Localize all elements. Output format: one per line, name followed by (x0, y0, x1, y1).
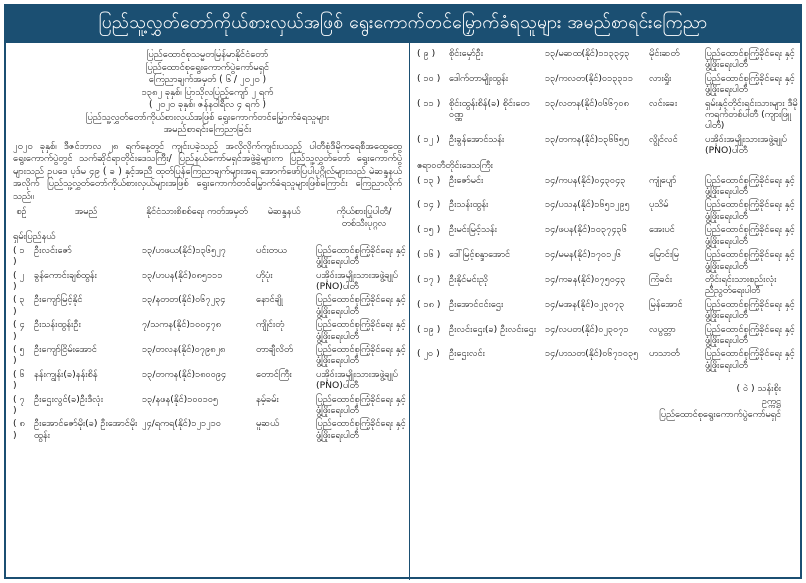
left-table (11, 205, 410, 442)
preamble-line-7: အမည်စာရင်းကြေညာခြင်း (163, 124, 252, 135)
row-party: ပြည်ထောင်စုကြံ့ခိုင်ရေး နှင့်ဖွံ့ဖြိုးရေးပါတီ (316, 244, 406, 268)
table-row (11, 343, 410, 368)
row-constituency: လပွတ္တာ (649, 323, 676, 335)
row-constituency: ကျိုင်းတုံ (256, 319, 285, 331)
row-constituency: လားရှိုး (649, 72, 672, 84)
row-name: ဦးလင်းဌေး(ခ) ဦးလင်းဌေး (449, 323, 537, 335)
row-nrc: ၁၄/ပသန(နိုင်)၁၆၅၁၂၉၅ (545, 199, 630, 211)
row-name: ဦးနိုင်မင်းညို (449, 273, 488, 285)
row-party: ပြည်ထောင်စုကြံ့ခိုင်ရေး နှင့်ဖွံ့ဖြိုးရေးပါတီ (316, 319, 406, 342)
header-no: စဉ် (16, 206, 27, 218)
row-party: ပြည်ထောင်စုကြံ့ခိုင်ရေး နှင့်ဖွံ့ဖြိုးရေးပါတီ (705, 72, 795, 96)
document-body (6, 43, 800, 580)
table-row (415, 97, 800, 133)
table-row (415, 47, 800, 72)
row-no: ( ၇ ) (13, 393, 25, 416)
row-nrc: ၁၃/နဖန(နိုင်)၁၀၀၁၀၅ (142, 393, 219, 405)
row-constituency: ဟသာင်္တ (649, 348, 680, 360)
row-party: ပအိုဝ်းအမျိုးသားအဖွဲ့ချုပ် (PNO)ပါတီ (316, 269, 398, 292)
row-party: ပြည်ထောင်စုကြံ့ခိုင်ရေး နှင့်ဖွံ့ဖြိုးရေးပါတီ (316, 393, 406, 416)
table-row (415, 223, 800, 248)
right-table-bottom (415, 174, 800, 373)
signature-name: ( ဝဲ ) သန်းစိုး (736, 383, 781, 395)
row-no: ( ၁၂ ) (417, 133, 440, 145)
row-no: ( ၁၉ ) (417, 323, 441, 335)
row-nrc: ၁၃/ဟဖယ(နိုင်)၁၃၆၅၂၇ (142, 244, 226, 256)
announcement-paragraph: ၂၀၂၀ ခုနှစ်၊ ဒီဇင်ဘာလ ၂၈ ရက်နေ့တွင် ကျင်းပခဲ့သည့် အလိုလိုက်ကျင်းပသည့် ပါတီစုံဒီမိုကရေစီအထွေထွေ ရွေးကောက်ပွဲတွင် သက်ဆိုင်ရာတိုင်းဒေသကြီး/ ပြည်နယ်ကော်မရှင်အဖွဲ့ခွဲများက ပြည်သူ့လွှတ်တော် ရွေးကောက်ပွဲများသည် ဥပဒေ ပုဒ်မ ၄၉ ( ခ ) နှင့်အညီ ထုတ်ပြန်ကြေညာချက်များအရ အောက်ဖော်ပြပါပုဂ္ဂိုလ်များသည် မဲဆန္ဒနယ်အလိုက် ပြည်သူ့လွှတ်တော်ကိုယ်စားလှယ်များအဖြစ် ရွေးကောက်တင်မြှောက်ခံရသူများဖြစ်ကြောင်း ကြေညာလိုက်သည်။ (13, 140, 402, 202)
preamble-line-5: ( ၂၀၂၀ ခုနှစ်၊ ဇန်နဝါရီလ ၄ ရက် ) (148, 99, 266, 110)
row-name: နန်းကျွန်း(ခ)နန်းစိန် (34, 368, 98, 380)
row-nrc: ၁၄/ကပန(နိုင်)၀၄၃၀၄၃ (545, 174, 626, 186)
row-constituency: မြောင်းမြ (649, 249, 679, 261)
row-name: ဦးသန်းထွန်းဦး (34, 319, 81, 331)
row-name: ဦးဇော်မင်း (449, 174, 484, 186)
row-name: ဦးလင်းဇော် (34, 244, 72, 256)
row-no: ( ၁၈ ) (417, 298, 441, 310)
row-nrc: ၂၄/ရကရ(နိုင်)၁၂၁၂၁၀ (142, 418, 222, 430)
row-party: ပအိုဝ်းအမျိုးသားအဖွဲ့ချုပ် (PNO)ပါတီ (705, 133, 787, 157)
row-party: ရှမ်းနှင့်တိုင်းရင်းသားများ ဒီမိုကရက်တစ်ပါတီ (ကျားဖြူပါတီ) (705, 97, 798, 132)
row-nrc: ၁၃/တလန(နိုင်)၀၇၉၈၂၈ (142, 343, 226, 355)
table-row (415, 133, 800, 158)
page-title: ပြည်သူ့လွှတ်တော်ကိုယ်စားလှယ်အဖြစ် ရွေးကောက်တင်မြှောက်ခံရသူများ အမည်စာရင်းကြေညာ (6, 6, 800, 43)
row-no: ( ၅ ) (13, 343, 25, 367)
row-name: ဒေါက်တာမျိုးထွန်း (449, 72, 509, 84)
row-no: ( ၃ ) (13, 294, 25, 317)
row-name: ခွန်ကောင်းချစ်ထွန်း (34, 269, 97, 281)
preamble-line-4: ၁၃၈၂ ခုနှစ်၊ ပြာသိုလပြည့်ကျော် ၂ ရက် (141, 86, 274, 98)
row-no: ( ၁၅ ) (417, 224, 441, 236)
row-nrc: ၁၃/မဆထ(နိုင်)၁၁၃၃၄၃ (545, 48, 630, 59)
signature-role: ဥက္ကဋ္ဌ (761, 396, 781, 408)
row-party: တိုင်းရင်းသားစည်းလုံး ညီညွတ်ရေးပါတီ (705, 273, 777, 297)
table-row (415, 248, 800, 273)
row-party: ပြည်ထောင်စုကြံ့ခိုင်ရေး နှင့်ဖွံ့ဖြိုးရေးပါတီ (705, 249, 795, 272)
row-no: ( ၉ ) (417, 48, 436, 59)
row-party: ပအိုဝ်းအမျိုးသားအဖွဲ့ချုပ် (PNO)ပါတီ (316, 368, 398, 392)
row-no: ( ၁၆ ) (417, 249, 441, 261)
document-frame (4, 4, 802, 579)
row-party: ပြည်ထောင်စုကြံ့ခိုင်ရေး နှင့်ဖွံ့ဖြိုးရေးပါတီ (316, 418, 406, 441)
table-row (415, 174, 800, 199)
table-row (11, 293, 410, 318)
row-nrc: ၁၄/ကခန(နိုင်)၀၇၅၀၄၃ (545, 273, 626, 285)
row-constituency: နောင်ချို (256, 294, 283, 306)
row-constituency: အေးပင် (649, 224, 675, 236)
row-party: ပြည်ထောင်စုကြံ့ခိုင်ရေး နှင့်ဖွံ့ဖြိုးရေးပါတီ (705, 48, 795, 71)
row-no: ( ၁၁ ) (417, 97, 441, 109)
row-name: ဦးဌေးလင်း (449, 348, 485, 360)
table-row (11, 368, 410, 393)
row-nrc: ၁၄/လပတ(နိုင်)၀၂၃၀၇၁ (545, 323, 629, 335)
preamble-block (11, 47, 404, 137)
table-row (415, 298, 800, 323)
row-nrc: ၁၃/နတတ(နိုင်)၀၆၇၂၃၄ (142, 294, 226, 306)
row-no: ( ၂၀ ) (417, 348, 440, 360)
row-no: ( ၁၇ ) (417, 273, 441, 285)
row-name: ဦးကျော်ငြိမ်းအောင် (34, 343, 97, 355)
row-constituency: ကြံခင်း (649, 273, 673, 285)
row-constituency: မူဆယ် (256, 418, 280, 430)
table-row (11, 269, 410, 294)
row-party: ပြည်ထောင်စုကြံ့ခိုင်ရေး နှင့်ဖွံ့ဖြိုးရေးပါတီ (705, 323, 795, 346)
region-heading-left: ရှမ်းပြည်နယ် (13, 231, 56, 243)
row-constituency: ဟိုပုံး (256, 269, 273, 281)
signature-block (415, 382, 795, 421)
table-row (11, 318, 410, 343)
table-row (11, 417, 410, 442)
table-row (415, 72, 800, 97)
row-nrc: ၁၄/မအန(နိုင်)၀၂၃၀၇၃ (545, 298, 625, 310)
row-constituency: လွိုင်လင် (649, 133, 678, 145)
table-row (11, 244, 410, 269)
table-row (11, 393, 410, 418)
row-party: ပြည်ထောင်စုကြံ့ခိုင်ရေး နှင့်ဖွံ့ဖြိုးရေးပါတီ (705, 298, 795, 322)
signature-office: ပြည်ထောင်စုရွေးကောက်ပွဲကော်မရှင် (659, 409, 781, 421)
row-name: ဦးသန်းထွန်း (449, 199, 489, 211)
row-name: စိုင်းမှော်ဦး (449, 48, 484, 59)
row-nrc: ၁၃/လတန(နိုင်)၀၆၆၇၀၈ (545, 97, 629, 109)
row-nrc: ၁၃/ကလတ(နိုင်)၀၁၃၃၁၁ (545, 72, 633, 84)
region-heading-row (11, 230, 410, 243)
row-constituency: တာချီလိတ် (256, 343, 293, 355)
row-constituency: ပုသိမ် (649, 199, 669, 211)
region-heading-right: ဧရာဝတီတိုင်းဒေသကြီး (417, 159, 493, 171)
table-row (415, 273, 800, 298)
row-no: ( ၁၃ ) (417, 174, 441, 186)
row-no: ( ၂ ) (13, 269, 25, 292)
row-nrc: ၁၄/မမန(နိုင်)၁၇၀၁၂၆ (545, 249, 622, 261)
row-constituency: ကျုံပျော် (649, 174, 677, 186)
row-party: ပြည်ထောင်စုကြံ့ခိုင်ရေး နှင့်ဖွံ့ဖြိုးရေးပါတီ (316, 294, 406, 317)
row-constituency: နမ့်ခမ်း (256, 393, 279, 405)
row-party: ပြည်ထောင်စုကြံ့ခိုင်ရေး နှင့်ဖွံ့ဖြိုးရေးပါတီ (705, 199, 795, 222)
row-name: ဦးမင်းမြင့်သန်း (449, 224, 497, 236)
row-name: ဒေါ်မြင့်စန္ဒာအောင် (449, 249, 511, 261)
row-constituency: မြန်အောင် (649, 298, 683, 310)
row-no: ( ၁၀ ) (417, 72, 441, 84)
row-constituency: ပင်းတယ (256, 244, 287, 256)
right-column (410, 43, 800, 580)
left-column (6, 43, 410, 580)
table-row (415, 347, 800, 372)
row-no: ( ၈ ) (13, 418, 25, 441)
header-constituency: မဲဆန္ဒနယ် (267, 206, 301, 218)
row-nrc: ၇/သကန(နိုင်)၁၀၀၄၇၈ (142, 319, 221, 331)
row-nrc: ၁၃/တကန(နိုင်)၁၈၀၀၉၄ (142, 368, 227, 380)
right-table-top (415, 47, 800, 158)
row-nrc: ၁၃/တကန(နိုင်)၁၃၆၆၅၅ (545, 133, 630, 145)
row-name: ဦးအောင်ငင်းဌေး (449, 298, 504, 310)
row-name: ဦးဌေးလွင်(ခ)ဦးဒီလုံး (34, 393, 104, 405)
row-constituency: မိုင်းဆတ် (649, 48, 680, 59)
preamble-line-2: ပြည်ထောင်စုရွေးကောက်ပွဲကော်မရှင် (145, 61, 270, 73)
row-nrc: ၁၄/ဖပန(နိုင်)၁၀၃၇၄၃၆ (545, 224, 627, 236)
table-row (415, 198, 800, 223)
row-nrc: ၁၄/ဟသတ(နိုင်)၀၆၇၁၀၃၅ (545, 348, 639, 360)
header-party: ကိုယ်စားပြုပါတီ/ တစ်သီးပုဂ္ဂလ (336, 206, 392, 229)
row-no: ( ၆ ) (13, 368, 25, 392)
row-party: ပြည်ထောင်စုကြံ့ခိုင်ရေး နှင့်ဖွံ့ဖြိုးရေးပါတီ (705, 224, 795, 247)
row-constituency: လင်းခေး (649, 97, 678, 109)
header-nrc: နိုင်ငံသားစိစစ်ရေး ကတ်အမှတ် (146, 206, 248, 218)
table-header-row (11, 205, 410, 230)
row-no: ( ၄ ) (13, 319, 25, 342)
preamble-line-1: ပြည်ထောင်စုသမ္မတမြန်မာနိုင်ငံတော် (146, 49, 269, 60)
preamble-line-3: ကြေညာချက်အမှတ် ( ၆ / ၂၀၂၀ ) (148, 74, 267, 85)
row-no: ( ၁၄ ) (417, 199, 441, 211)
table-row (415, 323, 800, 348)
preamble-line-6: ပြည်သူ့လွှတ်တော်ကိုယ်စားလှယ်အဖြစ် ရွေးကောက်တင်မြှောက်ခံရသူများ (85, 111, 330, 123)
row-nrc: ၁၃/ဟပန(နိုင်)၀၈၅၁၁၁ (142, 269, 223, 281)
row-party: ပြည်ထောင်စုကြံ့ခိုင်ရေး နှင့်ဖွံ့ဖြိုးရေးပါတီ (705, 174, 795, 198)
row-name: ဦးကျော်မြင့်နိုင် (34, 294, 83, 306)
row-name: ဦးခွန်အောင်သန်း (449, 133, 505, 145)
row-party: ပြည်ထောင်စုကြံ့ခိုင်ရေး နှင့်ဖွံ့ဖြိုးရေးပါတီ (316, 343, 406, 367)
row-party: ပြည်ထောင်စုကြံ့ခိုင်ရေး နှင့်ဖွံ့ဖြိုးရေးပါတီ (705, 348, 795, 371)
row-name: စိုင်းထွန်းစိန်(ခ) စိုင်းတေဝဏ္ဏ (449, 97, 530, 121)
row-constituency: တောင်ကြီး (256, 368, 292, 380)
row-no: ( ၁ ) (13, 244, 25, 268)
header-name: အမည် (74, 206, 98, 218)
row-name: ဦးအောင်ဇော်မိုး(ခ) ဦးအောင်မိုးထွန်း (34, 418, 138, 441)
